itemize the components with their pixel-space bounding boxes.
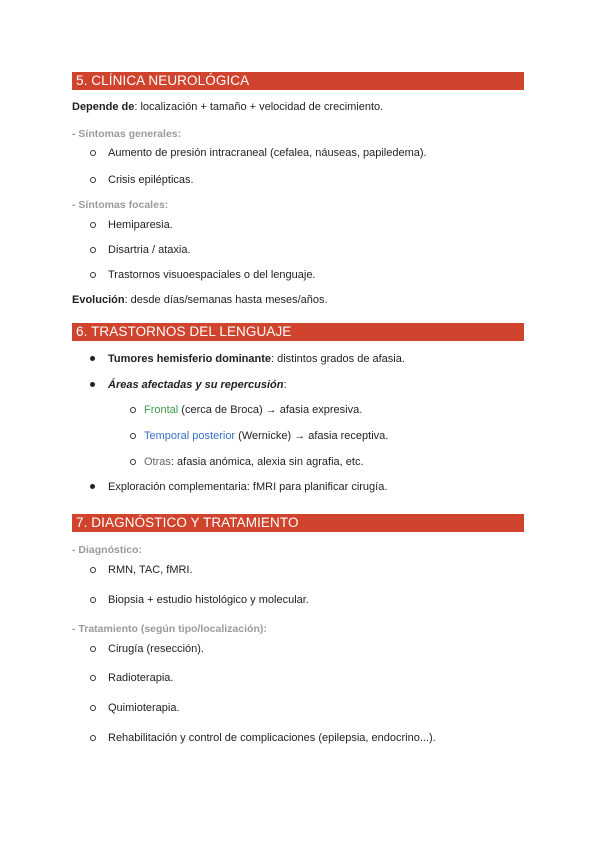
- list-item: [144, 455, 364, 469]
- list-item: [108, 378, 287, 392]
- list-item: Biopsia + estudio histológico y molecular.: [108, 594, 309, 606]
- bullet-circle-icon: [90, 567, 96, 573]
- list-item: Quimioterapia.: [108, 702, 180, 714]
- dominant-hemisphere-label: Tumores hemisferio dominante: [108, 353, 271, 365]
- list-item: [144, 429, 388, 443]
- list-item: Crisis epilépticas.: [108, 174, 194, 186]
- evolution-line: [72, 293, 328, 307]
- section-7-heading: 7. DIAGNÓSTICO Y TRATAMIENTO: [72, 514, 524, 532]
- bullet-circle-icon: [90, 177, 96, 183]
- temporal-text: (Wernicke) → afasia receptiva.: [235, 430, 389, 442]
- list-item: [144, 403, 362, 417]
- list-item: Aumento de presión intracraneal (cefalea, náuseas, papiledema).: [108, 147, 427, 159]
- list-item: RMN, TAC, fMRI.: [108, 564, 193, 576]
- affected-areas-label: Áreas afectadas y su repercusión: [108, 379, 284, 391]
- list-item: Disartria / ataxia.: [108, 244, 191, 256]
- bullet-circle-icon: [90, 247, 96, 253]
- list-item: Trastornos visuoespaciales o del lenguaje.: [108, 269, 316, 281]
- dominant-hemisphere-text: : distintos grados de afasia.: [271, 353, 405, 365]
- others-label: Otras: [144, 456, 171, 468]
- depends-text: : localización + tamaño + velocidad de crecimiento.: [134, 101, 384, 113]
- depends-label: Depende de: [72, 101, 135, 113]
- general-symptoms-heading: - Síntomas generales:: [72, 128, 182, 140]
- list-item: Cirugía (resección).: [108, 643, 204, 655]
- bullet-disc-icon: [90, 356, 95, 361]
- bullet-circle-icon: [90, 675, 96, 681]
- frontal-text: (cerca de Broca) → afasia expresiva.: [178, 404, 363, 416]
- section-6-heading: 6. TRASTORNOS DEL LENGUAJE: [72, 323, 524, 341]
- affected-areas-colon: :: [283, 379, 287, 391]
- bullet-disc-icon: [90, 484, 95, 489]
- bullet-circle-icon: [130, 407, 136, 413]
- depends-line: [72, 100, 383, 114]
- list-item: [108, 352, 405, 366]
- list-item: Rehabilitación y control de complicaciones (epilepsia, endocrino...).: [108, 732, 436, 744]
- bullet-circle-icon: [90, 646, 96, 652]
- bullet-circle-icon: [130, 459, 136, 465]
- list-item: Exploración complementaria: fMRI para planificar cirugía.: [108, 481, 388, 493]
- diagnosis-heading: - Diagnóstico:: [72, 544, 142, 556]
- bullet-circle-icon: [90, 705, 96, 711]
- evolution-text: : desde días/semanas hasta meses/años.: [124, 294, 328, 306]
- bullet-circle-icon: [130, 433, 136, 439]
- list-item: Radioterapia.: [108, 672, 174, 684]
- bullet-circle-icon: [90, 597, 96, 603]
- bullet-circle-icon: [90, 222, 96, 228]
- bullet-circle-icon: [90, 735, 96, 741]
- treatment-heading: - Tratamiento (según tipo/localización):: [72, 623, 267, 635]
- others-text: : afasia anómica, alexia sin agrafia, etc.: [170, 456, 364, 468]
- temporal-label: Temporal posterior: [144, 430, 236, 442]
- focal-symptoms-heading: - Síntomas focales:: [72, 199, 169, 211]
- evolution-label: Evolución: [72, 294, 125, 306]
- list-item: Hemiparesia.: [108, 219, 173, 231]
- bullet-circle-icon: [90, 272, 96, 278]
- frontal-label: Frontal: [144, 404, 179, 416]
- section-5-heading: 5. CLÍNICA NEUROLÓGICA: [72, 72, 524, 90]
- bullet-circle-icon: [90, 150, 96, 156]
- bullet-disc-icon: [90, 382, 95, 387]
